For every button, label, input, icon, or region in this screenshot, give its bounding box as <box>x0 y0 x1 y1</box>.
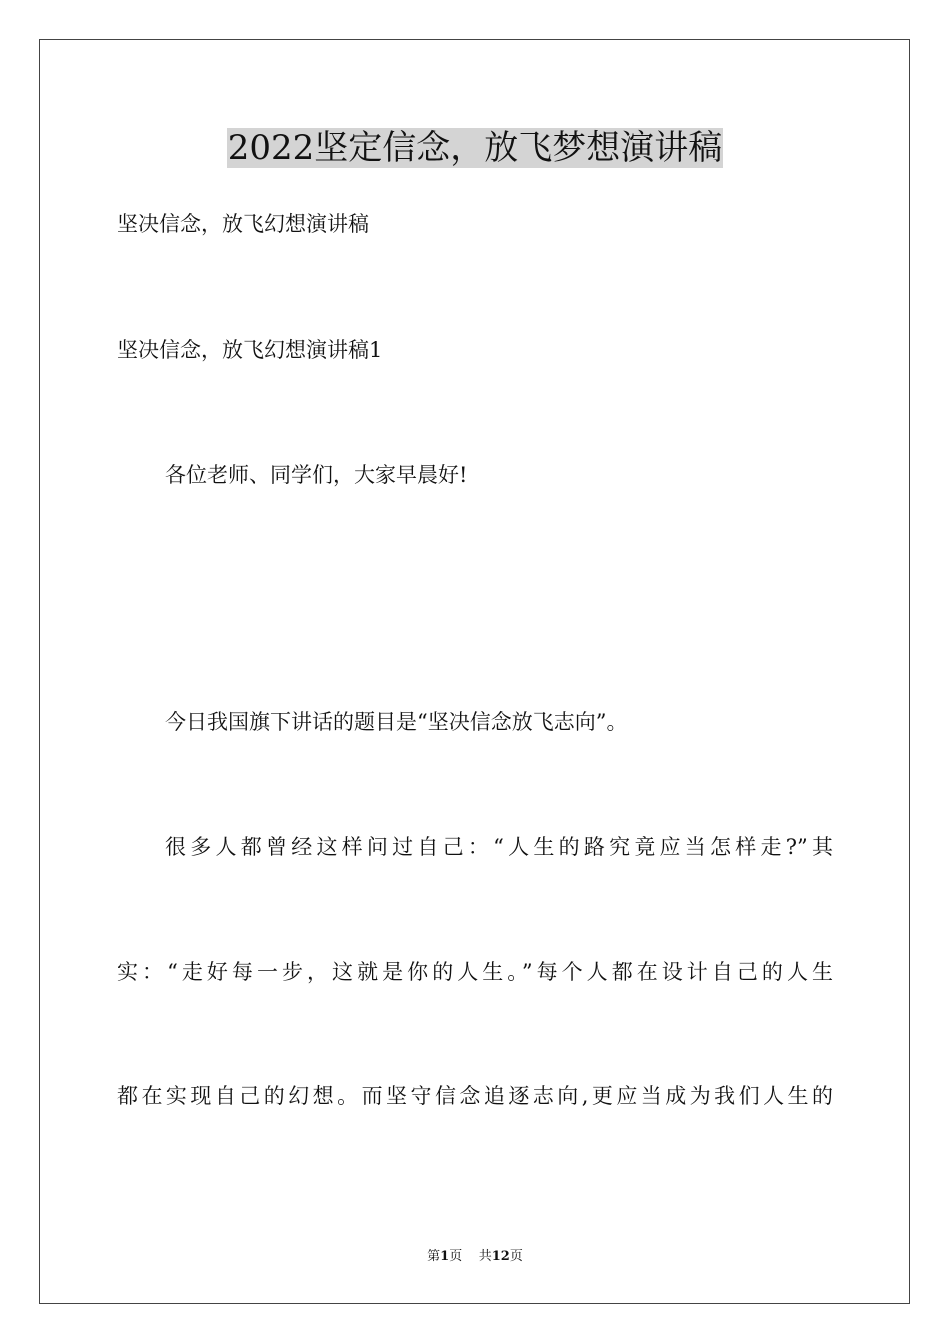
page-footer <box>0 1248 950 1266</box>
footer-total-pages: 12 <box>491 1249 510 1264</box>
paragraph-body-line-3: 都在实现自己的幻想。而坚守信念追逐志向,更应当成为我们人生的 <box>117 1084 833 1108</box>
document-title <box>0 126 950 170</box>
paragraph-body-line-2: 实：“走好每一步，这就是你的人生。”每个人都在设计自己的人生 <box>117 960 833 984</box>
footer-page-prefix: 第 <box>427 1249 441 1264</box>
paragraph-body-line-1: 很多人都曾经这样问过自己：“人生的路究竟应当怎样走?”其 <box>165 835 833 859</box>
paragraph-subtitle: 坚决信念，放飞幻想演讲稿 <box>117 212 369 236</box>
paragraph-topic: 今日我国旗下讲话的题目是“坚决信念放飞志向”。 <box>165 710 628 734</box>
footer-total-prefix: 共 <box>478 1249 492 1264</box>
footer-total-suffix: 页 <box>509 1249 523 1264</box>
footer-page-suffix: 页 <box>449 1249 463 1264</box>
paragraph-section-heading: 坚决信念，放飞幻想演讲稿1 <box>117 338 383 362</box>
paragraph-greeting: 各位老师、同学们，大家早晨好! <box>165 463 468 487</box>
footer-page-number: 1 <box>440 1249 450 1264</box>
document-title-text: 2022坚定信念，放飞梦想演讲稿 <box>227 128 723 168</box>
